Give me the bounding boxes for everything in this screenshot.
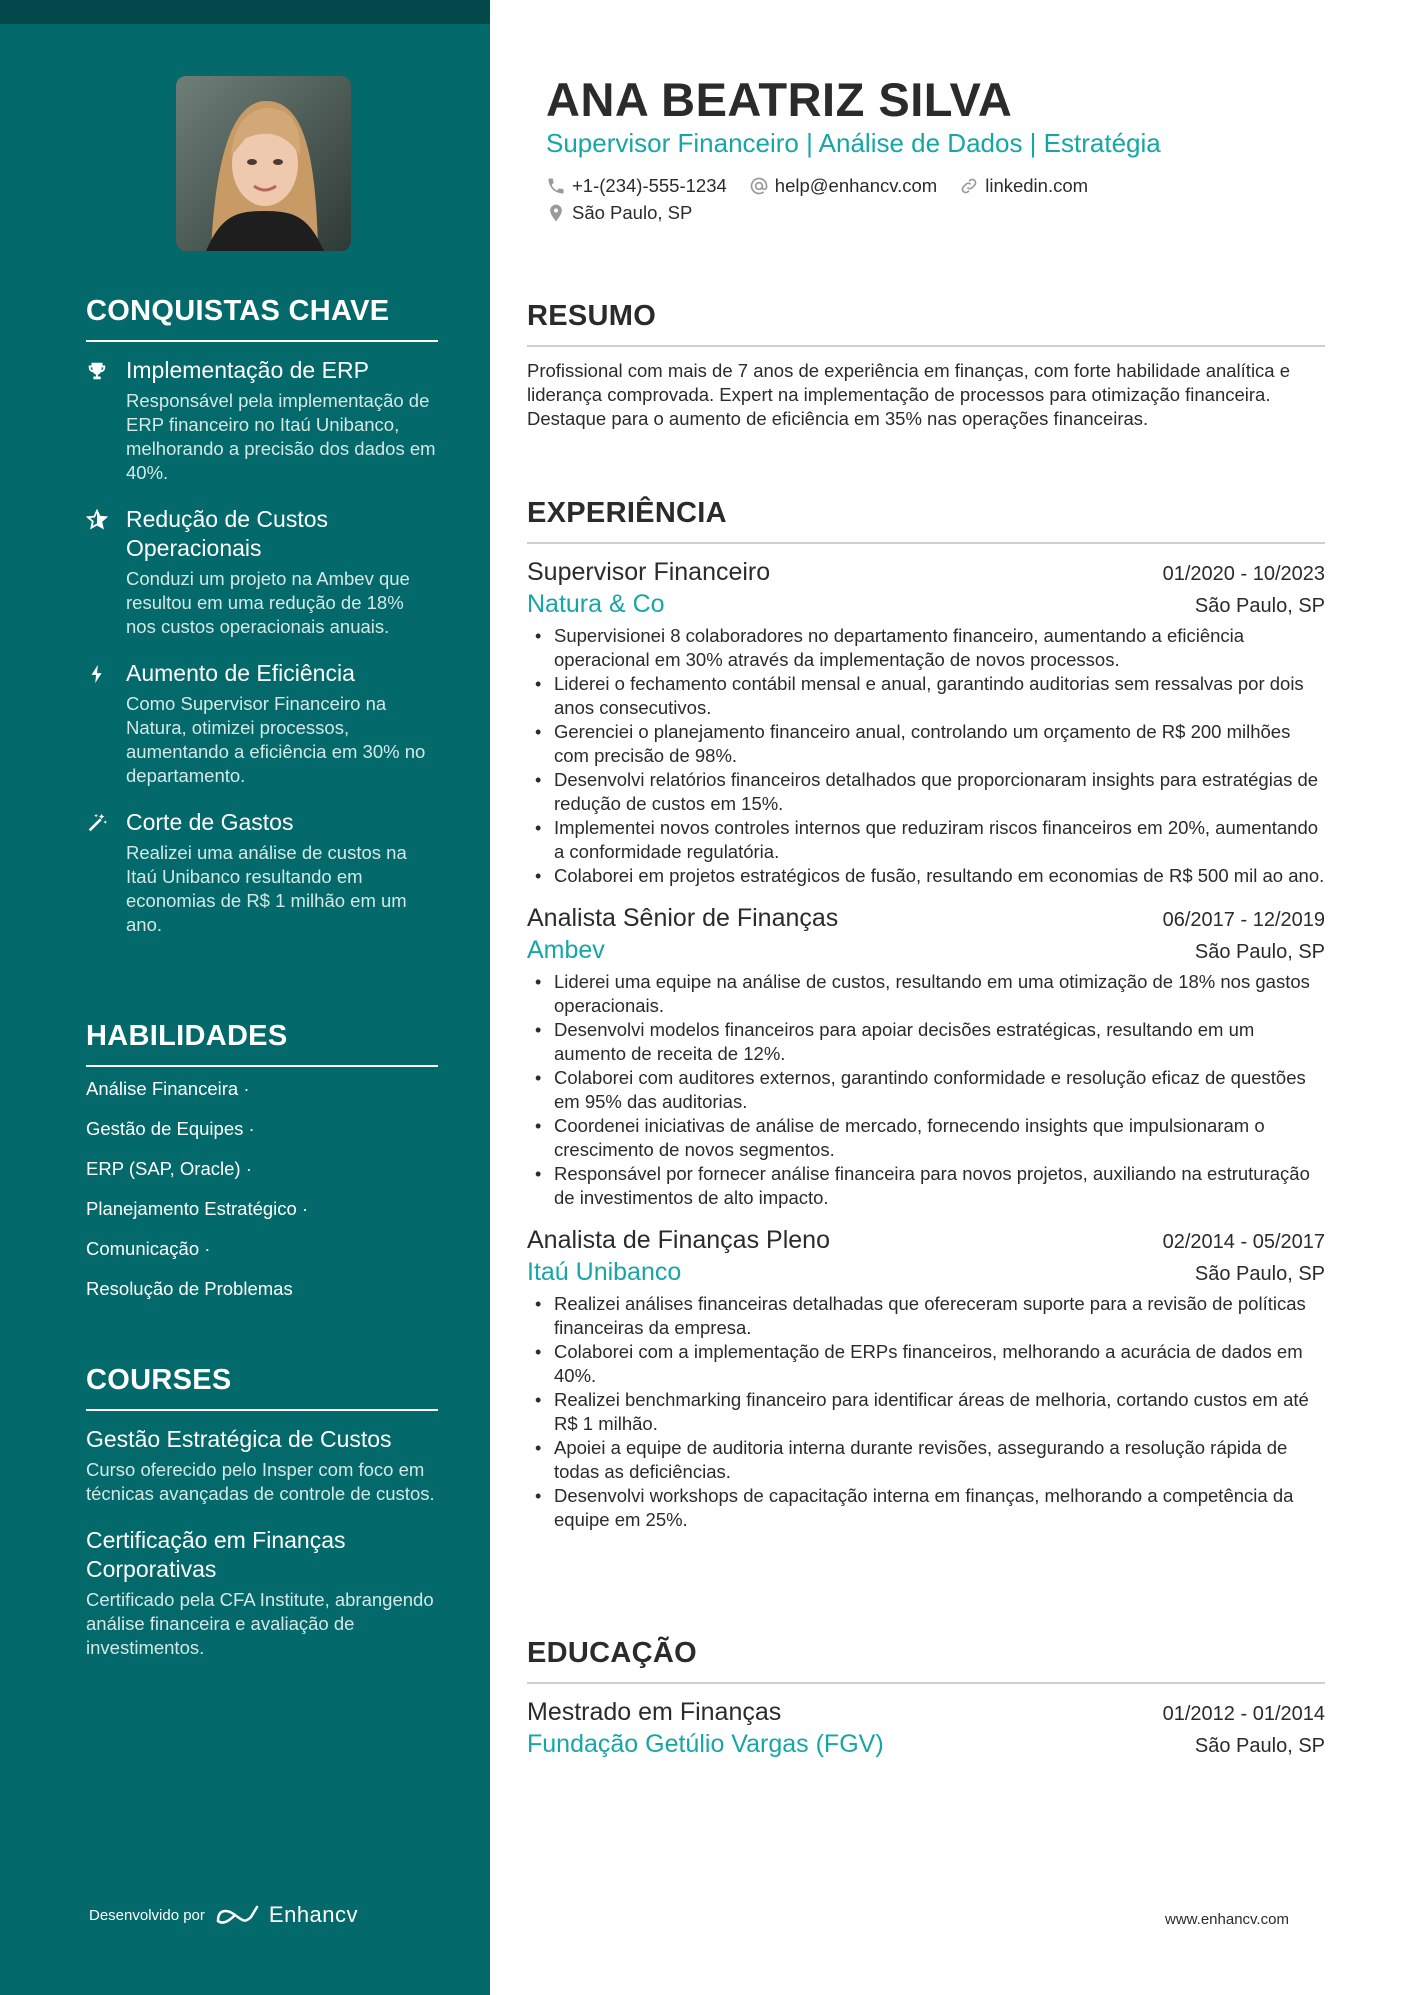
bullet-item: • Responsável por fornecer análise financeira para novos projetos, auxiliando na estruturação de investimentos de alto impacto. [527, 1162, 1325, 1210]
location-text: São Paulo, SP [572, 202, 693, 223]
job-title: Analista Sênior de Finanças [527, 904, 839, 932]
job-entry [527, 1224, 1325, 1532]
magic-wand-icon [86, 812, 110, 836]
sidebar-top-bar [0, 0, 490, 24]
job-bullets [527, 1292, 1325, 1532]
job-dates: 06/2017 - 12/2019 [1162, 909, 1325, 931]
summary-section [527, 300, 1325, 431]
job-entry [527, 556, 1325, 888]
company-name: Itaú Unibanco [527, 1258, 682, 1286]
phone-text: +1-(234)-555-1234 [572, 175, 727, 196]
powered-by [89, 1902, 358, 1928]
sidebar [0, 0, 490, 1995]
job-title: Analista de Finanças Pleno [527, 1226, 830, 1254]
course-description: Certificado pela CFA Institute, abrangendo análise financeira e avaliação de investimentos. [86, 1589, 434, 1658]
bullet-item: • Colaborei com auditores externos, garantindo conformidade e resolução eficaz de questões em 95% das auditorias. [527, 1066, 1325, 1114]
star-icon [86, 509, 110, 533]
course-title: Certificação em Finanças Corporativas [86, 1527, 346, 1582]
courses-title: COURSES [86, 1364, 438, 1411]
enhancv-brand-name: Enhancv [268, 1902, 359, 1927]
course-item [86, 1526, 438, 1660]
job-entry [527, 902, 1325, 1210]
job-bullets [527, 970, 1325, 1210]
lightning-icon [86, 663, 110, 687]
achievements-list [86, 356, 438, 937]
experience-section [527, 497, 1325, 1532]
summary-title: RESUMO [527, 300, 1325, 347]
bullet-item: • Coordenei iniciativas de análise de mercado, fornecendo insights que impulsionaram o crescimento de novos segmentos. [527, 1114, 1325, 1162]
school-name: Fundação Getúlio Vargas (FGV) [527, 1730, 884, 1758]
bullet-item: • Colaborei em projetos estratégicos de fusão, resultando em economias de R$ 500 mil ao ano. [527, 864, 1325, 888]
experience-title: EXPERIÊNCIA [527, 497, 1325, 544]
skill-item: Comunicação · [86, 1238, 211, 1259]
bullet-item: • Liderei uma equipe na análise de custos, resultando em uma otimização de 18% nos gastos operacionais. [527, 970, 1325, 1018]
job-dates: 02/2014 - 05/2017 [1162, 1231, 1325, 1253]
skill-item: Planejamento Estratégico · [86, 1198, 309, 1219]
bullet-item: • Realizei análises financeiras detalhadas que ofereceram suporte para a revisão de políticas financeiras da empresa. [527, 1292, 1325, 1340]
education-location: São Paulo, SP [1194, 1735, 1325, 1757]
job-location: São Paulo, SP [1194, 595, 1325, 617]
course-item [86, 1425, 438, 1506]
bullet-item: • Desenvolvi relatórios financeiros detalhados que proporcionaram insights para estratégias de redução de custos em 15%. [527, 768, 1325, 816]
achievement-description: Realizei uma análise de custos na Itaú Unibanco resultando em economias de R$ 1 milhão em um ano. [126, 842, 407, 935]
achievement-item [86, 505, 438, 639]
achievement-title: Aumento de Eficiência [126, 660, 355, 686]
achievement-item [86, 356, 438, 485]
achievement-title: Corte de Gastos [126, 809, 294, 835]
education-title: EDUCAÇÃO [527, 1637, 1325, 1684]
skill-item: Resolução de Problemas [86, 1278, 293, 1299]
education-dates: 01/2012 - 01/2014 [1162, 1703, 1325, 1725]
achievements-section [86, 295, 438, 957]
candidate-name: ANA BEATRIZ SILVA [546, 73, 1013, 126]
job-title: Supervisor Financeiro [527, 558, 771, 586]
bullet-item: • Desenvolvi workshops de capacitação interna em finanças, melhorando a competência da equipe em 25%. [527, 1484, 1325, 1532]
skills-list [86, 1077, 438, 1301]
trophy-icon [86, 360, 110, 384]
degree-title: Mestrado em Finanças [527, 1698, 782, 1726]
bullet-item: • Colaborei com a implementação de ERPs financeiros, melhorando a acurácia de dados em 40%. [527, 1340, 1325, 1388]
email-text: help@enhancv.com [774, 175, 938, 196]
achievement-item [86, 808, 438, 937]
phone-icon [546, 176, 566, 196]
courses-section [86, 1364, 438, 1680]
job-location: São Paulo, SP [1194, 1263, 1325, 1285]
achievement-item [86, 659, 438, 788]
powered-by-label: Desenvolvido por [89, 1906, 205, 1924]
bullet-item: • Liderei o fechamento contábil mensal e anual, garantindo auditorias sem ressalvas por dois anos consecutivos. [527, 672, 1325, 720]
education-section [527, 1637, 1325, 1760]
job-location: São Paulo, SP [1194, 941, 1325, 963]
enhancv-logo-icon [215, 1903, 261, 1927]
skill-item: Gestão de Equipes · [86, 1118, 255, 1139]
bullet-item: • Desenvolvi modelos financeiros para apoiar decisões estratégicas, resultando em um aumento de receita de 12%. [527, 1018, 1325, 1066]
bullet-item: • Implementei novos controles internos que reduziram riscos financeiros em 20%, aumentando a conformidade regulatória. [527, 816, 1325, 864]
bullet-item: • Apoiei a equipe de auditoria interna durante revisões, assegurando a resolução rápida de todas as deficiências. [527, 1436, 1325, 1484]
footer-url[interactable]: www.enhancv.com [1165, 1911, 1289, 1928]
at-icon [749, 176, 769, 196]
company-name: Ambev [527, 936, 605, 964]
bullet-item: • Supervisionei 8 colaboradores no departamento financeiro, aumentando a eficiência operacional em 30% através da implementação de novos processos. [527, 624, 1325, 672]
achievement-title: Implementação de ERP [126, 357, 369, 383]
contact-location [546, 202, 692, 224]
job-bullets [527, 624, 1325, 888]
contact-row-2 [546, 202, 692, 224]
company-name: Natura & Co [527, 590, 665, 618]
contact-phone[interactable] [546, 175, 727, 197]
summary-text: Profissional com mais de 7 anos de experiência em finanças, com forte habilidade analítica e liderança comprovada. Expert na implementação de processos para otimização financeira. Destaque para o aumento de eficiência em 35% nas operações financeiras. [527, 360, 1291, 429]
enhancv-logo[interactable] [215, 1902, 358, 1928]
link-icon [959, 176, 979, 196]
achievement-description: Conduzi um projeto na Ambev que resultou em uma redução de 18% nos custos operacionais anuais. [126, 568, 410, 637]
course-description: Curso oferecido pelo Insper com foco em técnicas avançadas de controle de custos. [86, 1459, 435, 1504]
linkedin-text: linkedin.com [985, 175, 1089, 196]
profile-photo-image [176, 76, 351, 251]
achievement-description: Responsável pela implementação de ERP financeiro no Itaú Unibanco, melhorando a precisão dos dados em 40%. [126, 390, 436, 483]
skill-item: ERP (SAP, Oracle) · [86, 1158, 252, 1179]
education-entry [527, 1696, 1325, 1760]
bullet-item: • Realizei benchmarking financeiro para identificar áreas de melhoria, cortando custos em até R$ 1 milhão. [527, 1388, 1325, 1436]
skills-title: HABILIDADES [86, 1020, 438, 1067]
headline: Supervisor Financeiro | Análise de Dados | Estratégia [546, 128, 1161, 158]
contact-row [546, 175, 1088, 197]
job-dates: 01/2020 - 10/2023 [1162, 563, 1325, 585]
contact-email[interactable] [749, 175, 937, 197]
achievement-description: Como Supervisor Financeiro na Natura, otimizei processos, aumentando a eficiência em 30% no departamento. [126, 693, 426, 786]
contact-linkedin[interactable] [959, 175, 1088, 197]
bullet-item: • Gerenciei o planejamento financeiro anual, controlando um orçamento de R$ 200 milhões com precisão de 98%. [527, 720, 1325, 768]
skills-section [86, 1020, 438, 1317]
course-title: Gestão Estratégica de Custos [86, 1426, 392, 1452]
location-pin-icon [546, 203, 566, 223]
achievement-title: Redução de Custos Operacionais [126, 506, 329, 561]
achievements-title: CONQUISTAS CHAVE [86, 295, 438, 342]
profile-photo [176, 76, 351, 251]
skill-item: Análise Financeira · [86, 1078, 250, 1099]
